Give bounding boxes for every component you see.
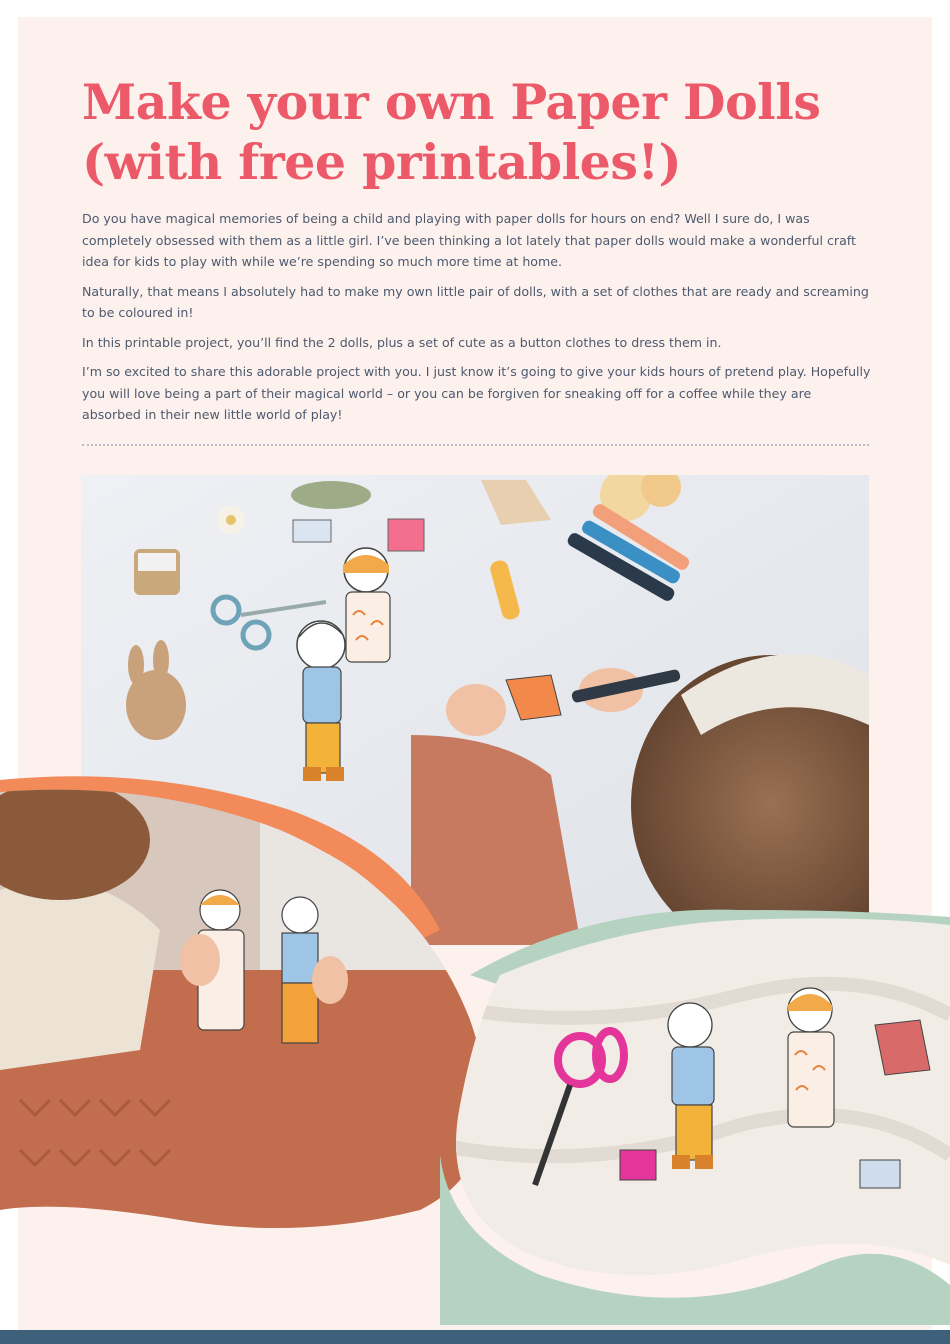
title-line-2: (with free printables!) (82, 133, 682, 191)
paragraph: Do you have magical memories of being a child and playing with paper dolls for hours on end? Well I sure do, I was completely obsessed with them as a little girl. I’ve been thinking a lot lately that paper dolls would make a wonderful craft idea for kids to play with while we’re spending so much more time at home. (82, 211, 856, 269)
intro-text (82, 208, 872, 434)
paragraph: I’m so excited to share this adorable project with you. I just know it’s going to give your kids hours of pretend play. Hopefully you will love being a part of their magical world – or you can be forgiven for sneaking off for a coffee while they are absorbed in their new little world of play! (82, 364, 871, 422)
footer-bar (0, 1330, 950, 1344)
paragraph: In this printable project, you’ll find the 2 dolls, plus a set of cute as a button clothes to dress them in. (82, 334, 722, 350)
dotted-divider (82, 444, 869, 446)
paragraph: Naturally, that means I absolutely had to make my own little pair of dolls, with a set of clothes that are ready and screaming to be coloured in! (82, 283, 869, 320)
title-line-1: Make your own Paper Dolls (82, 73, 821, 131)
page-title (82, 72, 882, 192)
photo-dolls-on-fabric (440, 905, 950, 1325)
